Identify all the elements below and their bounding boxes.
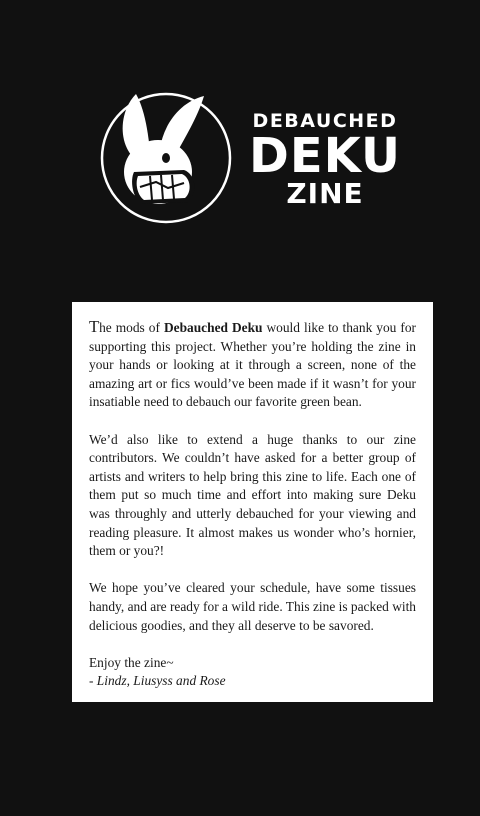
letter-closing: Enjoy the zine~ [89,654,174,670]
logo-line-deku: DEKU [249,128,401,184]
letter-paragraph-2: We’d also like to extend a huge thanks to our zine contributors. We couldn’t have asked for a better group of artists and writers to help bring this zine to life. Each one of them put so much time and effort into making sure Deku was throughly and utterly debauched for your viewing and reading pleasure. It almost makes us wonder who’s hornier, them or you?! [89,431,416,559]
letter-p1-bold: Debauched Deku [163,320,263,335]
letter-p1-rest: would like to thank you for supporting this project. Whether you’re holding the zine in your hands or looking at it through a screen, none of the amazing art or fics would’ve been made if it wasn’t for your insatiable need to debauch our favorite green bean. [89,320,417,410]
letter-paragraph-3: We hope you’ve cleared your schedule, have some tissues handy, and are ready for a wild ride. This zine is packed with delicious goodies, and they all deserve to be savored. [89,580,416,633]
letter-p1-lead: he mods of [99,320,164,335]
logo-wordmark [240,112,410,208]
letter-signature: - Lindz, Liusyss and Rose [89,673,226,689]
logo-line-debauched: DEBAUCHED [252,110,398,132]
logo-line-zine: ZINE [286,177,364,210]
zine-logo [98,90,418,226]
letter-paragraph-1 [89,318,416,412]
thank-you-letter [72,302,433,702]
bunny-helmet-icon [98,90,234,226]
letter-first-letter: T [89,317,100,336]
